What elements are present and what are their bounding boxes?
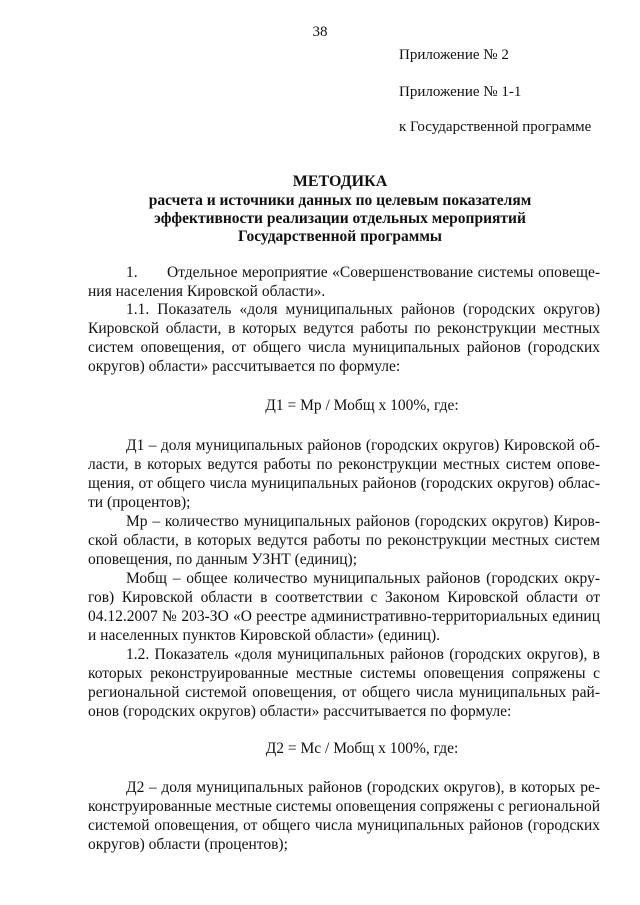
indicator-1-2-line-4: онов (городских округов) области» рассчитывается по формуле: bbox=[88, 703, 512, 720]
document-subtitle-line-3: Государственной программы bbox=[238, 228, 442, 245]
definition-d1-line-2: ласти, в которых ведутся работы по реконструкции местных систем опове- bbox=[88, 456, 600, 473]
definition-d1-line-1: Д1 – доля муниципальных районов (городских округов) Кировской об- bbox=[126, 437, 600, 454]
indicator-1-2-line-2: которых реконструированные местные системы оповещения сопряжены с bbox=[88, 665, 600, 682]
section-1-heading-text: Отдельное мероприятие «Совершенствование системы оповеще- bbox=[167, 264, 600, 281]
definition-mr-line-1: Мр – количество муниципальных районов (городских округов) Киров- bbox=[126, 513, 600, 530]
formula-d2: Д2 = Мс / Мобщ х 100%, где: bbox=[265, 740, 459, 757]
indicator-1-1-line-2: Кировской области, в которых ведутся работы по реконструкции местных bbox=[88, 320, 600, 337]
appendix-label-1: Приложение № 2 bbox=[399, 47, 509, 63]
definition-d2-line-1: Д2 – доля муниципальных районов (городских округов), в которых ре- bbox=[126, 779, 600, 796]
definition-mr-line-3: оповещения, по данным УЗНТ (единиц); bbox=[88, 551, 358, 568]
indicator-1-1-line-1: 1.1. Показатель «доля муниципальных районов (городских округов) bbox=[126, 301, 600, 318]
definition-mobsh-line-2: гов) Кировской области в соответствии с Законом Кировской области от bbox=[88, 589, 600, 606]
definition-d2-line-2: конструированные местные системы оповещения сопряжены с региональной bbox=[88, 798, 600, 815]
section-1-heading bbox=[126, 264, 600, 282]
definition-mobsh-line-3: 04.12.2007 № 203-ЗО «О реестре административно-территориальных единиц bbox=[88, 608, 600, 625]
document-subtitle-line-2: эффективности реализации отдельных мероприятий bbox=[154, 210, 526, 227]
definition-mobsh-line-1: Мобщ – общее количество муниципальных районов (городских окру- bbox=[126, 570, 600, 587]
definition-d2-line-4: округов) области (процентов); bbox=[88, 836, 288, 853]
page-number: 38 bbox=[312, 24, 328, 40]
definition-d1-line-3: щения, от общего числа муниципальных районов (городских округов) облас- bbox=[88, 475, 600, 492]
section-1-number: 1. bbox=[126, 264, 138, 281]
formula-d1: Д1 = Мр / Мобщ х 100%, где: bbox=[265, 397, 459, 414]
appendix-label-2: Приложение № 1-1 bbox=[399, 84, 522, 100]
definition-mr-line-2: ской области, в которых ведутся работы по реконструкции местных систем bbox=[88, 532, 600, 549]
indicator-1-2-line-3: региональной системой оповещения, от общего числа муниципальных рай- bbox=[88, 684, 600, 701]
indicator-1-1-line-4: округов) области» рассчитывается по формуле: bbox=[88, 358, 401, 375]
section-1-heading-line-2: ния населения Кировской области». bbox=[88, 283, 326, 300]
definition-d2-line-3: системой оповещения, от общего числа муниципальных районов (городских bbox=[88, 817, 600, 834]
definition-mobsh-line-4: и населенных пунктов Кировской области» (единиц). bbox=[88, 627, 440, 644]
appendix-label-3: к Государственной программе bbox=[399, 119, 592, 135]
indicator-1-2-line-1: 1.2. Показатель «доля муниципальных районов (городских округов), в bbox=[126, 646, 600, 663]
indicator-1-1-line-3: систем оповещения, от общего числа муниципальных районов (городских bbox=[88, 339, 600, 356]
document-subtitle-line-1: расчета и источники данных по целевым показателям bbox=[148, 192, 532, 209]
document-title: МЕТОДИКА bbox=[292, 173, 388, 190]
definition-d1-line-4: ти (процентов); bbox=[88, 494, 191, 511]
